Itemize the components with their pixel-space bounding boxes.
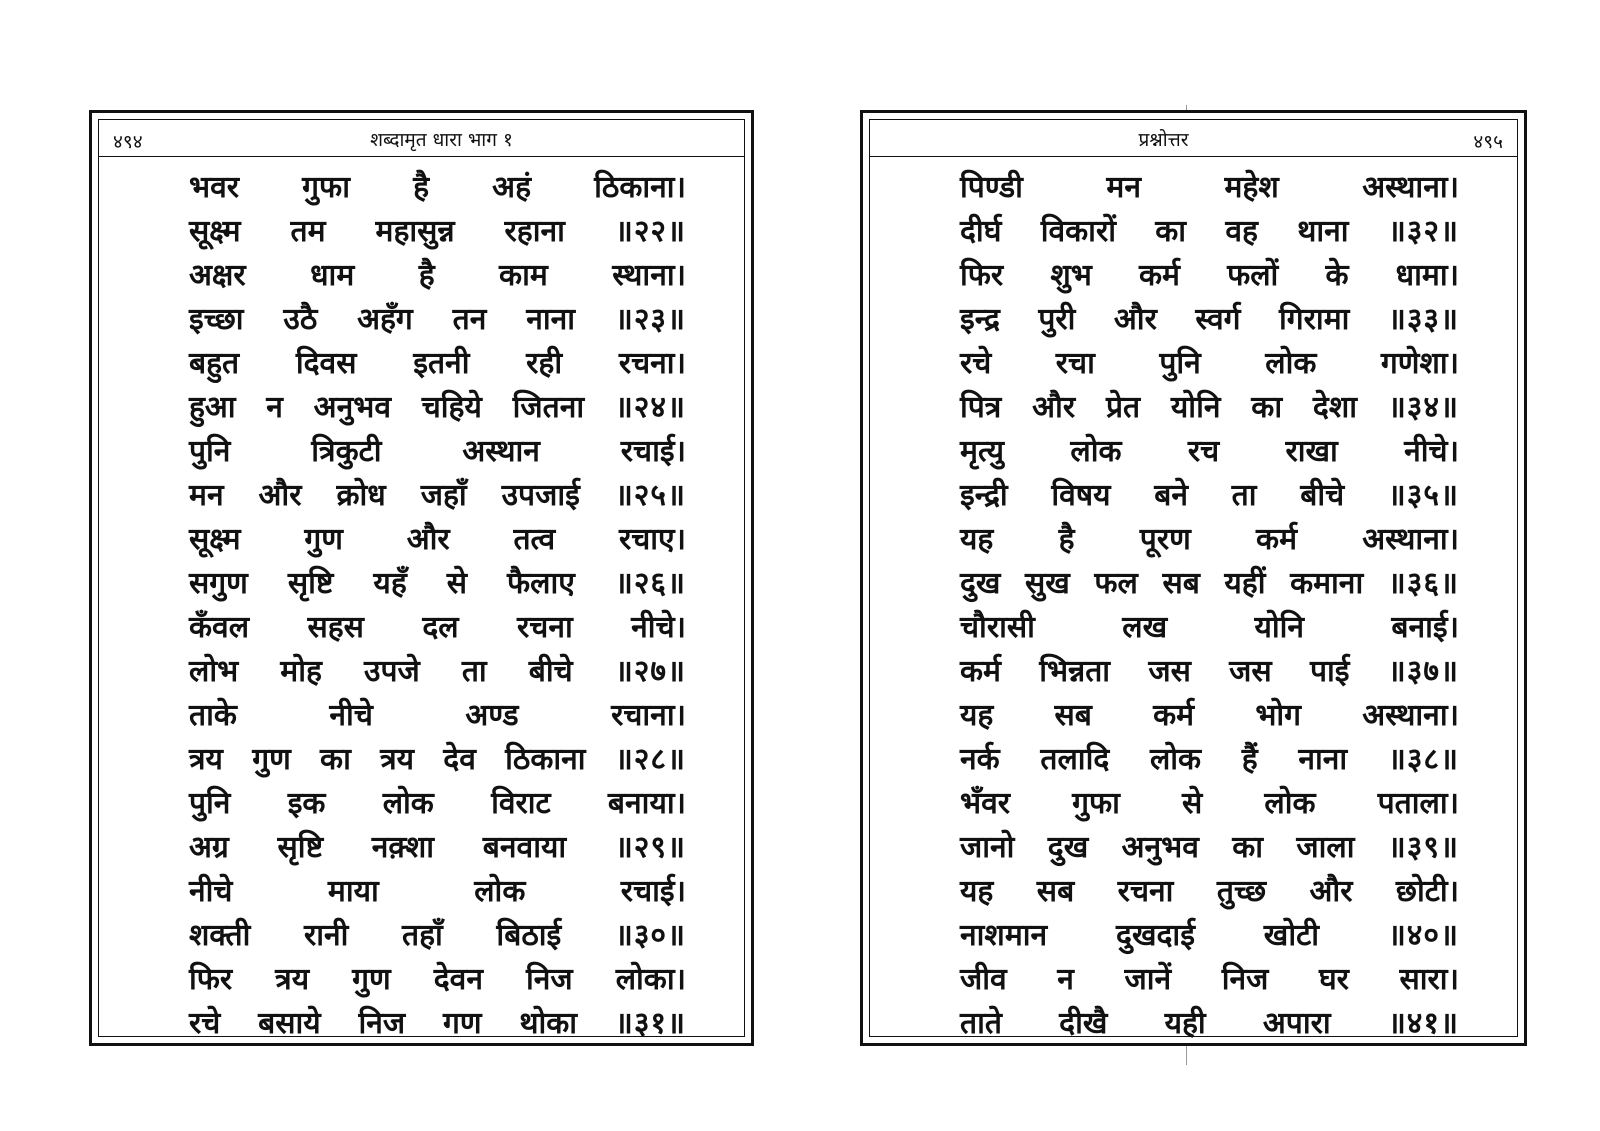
right-page	[860, 110, 1527, 1046]
verse-word: के	[1325, 258, 1349, 293]
verse-line	[960, 518, 1459, 562]
verse-word: गिरामा	[1279, 302, 1350, 337]
verse-word: क्रोध	[336, 478, 386, 513]
verse-word: लोक	[1149, 742, 1202, 777]
right-page-frame	[869, 119, 1518, 1041]
verse-word: तम	[290, 214, 326, 249]
verse-word: का	[1232, 830, 1264, 865]
verse-line	[189, 694, 686, 738]
verse-number: ॥२५॥	[614, 478, 686, 513]
verse-word: पित्र	[960, 390, 1002, 425]
verse-word: पुनि	[189, 434, 231, 469]
verse-word: त्रय	[380, 742, 415, 777]
verse-word: शुभ	[1050, 258, 1092, 293]
verse-word: नर्क	[960, 742, 1000, 777]
verse-word: वह	[1225, 214, 1258, 249]
verse-word: बने	[1154, 478, 1188, 513]
verse-word: ता	[1231, 478, 1257, 513]
verse-number: ॥३२॥	[1387, 214, 1459, 249]
verse-word: कर्म	[1138, 258, 1180, 293]
verse-word: त्रय	[275, 962, 310, 997]
verse-number: ॥३५॥	[1387, 478, 1459, 513]
verse-word: उपजाई	[501, 478, 580, 513]
verse-line	[189, 562, 686, 606]
verse-number: ॥३३॥	[1387, 302, 1459, 337]
verse-word: त्रिकुटी	[311, 434, 382, 469]
verse-word: रचना।	[618, 346, 686, 381]
verse-word: गणेशा।	[1380, 346, 1459, 381]
verse-number: ॥३९॥	[1387, 830, 1459, 865]
verse-word: अक्षर	[189, 258, 246, 293]
verse-word: ताके	[189, 698, 237, 733]
verse-word: और	[1032, 390, 1076, 425]
verse-word: दुख	[960, 566, 1001, 601]
verse-word: का	[1251, 390, 1283, 425]
verse-word: रहाना	[504, 214, 565, 249]
verse-word: निज	[358, 1006, 406, 1041]
verse-word: योनि	[1170, 390, 1221, 425]
verse-word: है	[1058, 522, 1075, 557]
verse-word: लोक	[1070, 434, 1122, 469]
verse-word: सब	[1054, 698, 1092, 733]
verse-line	[960, 958, 1459, 1002]
verse-word: महासुन्न	[375, 214, 455, 249]
verse-word: सुख	[1025, 566, 1070, 601]
verse-word: रचाना।	[611, 698, 686, 733]
verse-word: सृष्टि	[277, 830, 324, 865]
verse-word: तलादि	[1040, 742, 1110, 777]
verse-word: दुखदाई	[1116, 918, 1195, 953]
verse-word: यह	[960, 698, 994, 733]
verse-line	[960, 342, 1459, 386]
verse-word: हैं	[1241, 742, 1258, 777]
verse-word: दीखै	[1059, 1006, 1108, 1041]
verse-word: नाना	[526, 302, 576, 337]
verse-word: से	[1182, 786, 1203, 821]
verse-line	[189, 826, 686, 870]
verse-word: अस्थाना।	[1362, 698, 1459, 733]
verse-word: कर्म	[960, 654, 1001, 689]
verse-word: निज	[1221, 962, 1269, 997]
verse-line	[960, 694, 1459, 738]
verse-word: राखा	[1285, 434, 1338, 469]
verse-word: नाना	[1298, 742, 1348, 777]
verse-word: तन	[452, 302, 487, 337]
running-title: प्रश्नोत्तर	[1138, 129, 1189, 151]
verse-word: लख	[1122, 610, 1168, 645]
verse-word: गुफा	[1072, 786, 1120, 821]
verse-word: महेश	[1224, 170, 1279, 205]
verse-word: रचे	[960, 346, 992, 381]
verse-word: नक़्शा	[371, 830, 435, 865]
verse-word: लोका।	[615, 962, 686, 997]
verse-word: थाना	[1297, 214, 1349, 249]
verse-word: अग्र	[189, 830, 229, 865]
verse-word: रचना	[1117, 874, 1174, 909]
verse-line	[189, 474, 686, 518]
verse-word: जहाँ	[420, 478, 467, 513]
verse-word: तुच्छ	[1216, 874, 1267, 909]
verse-word: यह	[960, 874, 994, 909]
verse-word: देशा	[1312, 390, 1358, 425]
verse-word: जितना	[512, 390, 585, 425]
verse-word: जाला	[1296, 830, 1355, 865]
verse-line	[189, 518, 686, 562]
verse-word: सगुण	[189, 566, 248, 601]
verse-word: मन	[1106, 170, 1141, 205]
verse-number: ॥२८॥	[614, 742, 686, 777]
right-verses	[960, 166, 1459, 1046]
left-verses	[189, 166, 686, 1046]
verse-number: ॥२२॥	[614, 214, 686, 249]
verse-word: ठिकाना।	[594, 170, 686, 205]
verse-line	[189, 606, 686, 650]
verse-word: पुरी	[1038, 302, 1076, 337]
verse-word: पिण्डी	[960, 170, 1023, 205]
verse-word: गुण	[304, 522, 343, 557]
verse-word: विषय	[1051, 478, 1111, 513]
verse-line	[189, 386, 686, 430]
verse-word: रचा	[1055, 346, 1095, 381]
verse-word: पुनि	[189, 786, 231, 821]
verse-word: पूरण	[1139, 522, 1191, 557]
verse-word: लोक	[1265, 346, 1317, 381]
verse-word: भोग	[1255, 698, 1302, 733]
verse-word: अस्थाना।	[1362, 522, 1459, 557]
verse-word: और	[406, 522, 450, 557]
verse-word: फिर	[960, 258, 1004, 293]
verse-line	[960, 474, 1459, 518]
verse-word: नीचे	[189, 874, 233, 909]
verse-word: तहाँ	[402, 918, 443, 953]
verse-word: पुनि	[1159, 346, 1201, 381]
verse-line	[960, 826, 1459, 870]
verse-line	[189, 298, 686, 342]
verse-word: ता	[461, 654, 487, 689]
verse-word: ताते	[960, 1006, 1002, 1041]
verse-line	[189, 166, 686, 210]
verse-line	[960, 386, 1459, 430]
verse-word: देव	[443, 742, 476, 777]
verse-word: सब	[1162, 566, 1200, 601]
verse-line	[189, 430, 686, 474]
verse-word: दल	[422, 610, 459, 645]
verse-line	[189, 914, 686, 958]
verse-line	[189, 650, 686, 694]
verse-word: यही	[1164, 1006, 1206, 1041]
verse-word: बनाया।	[607, 786, 686, 821]
verse-word: धामा।	[1395, 258, 1459, 293]
verse-line	[189, 782, 686, 826]
verse-line	[960, 914, 1459, 958]
verse-word: जस	[1148, 654, 1191, 689]
verse-word: दुख	[1047, 830, 1089, 865]
verse-word: रचाई।	[620, 874, 686, 909]
verse-number: ॥३४॥	[1387, 390, 1459, 425]
verse-word: स्वर्ग	[1195, 302, 1241, 337]
verse-line	[960, 430, 1459, 474]
verse-number: ॥३१॥	[614, 1006, 686, 1041]
verse-line	[960, 606, 1459, 650]
verse-word: लोक	[382, 786, 434, 821]
verse-word: मन	[189, 478, 224, 513]
verse-word: फल	[1094, 566, 1138, 601]
verse-word: रही	[526, 346, 563, 381]
verse-line	[960, 562, 1459, 606]
verse-word: उठै	[283, 302, 318, 337]
verse-word: बसाये	[258, 1006, 321, 1041]
verse-word: यहीं	[1224, 566, 1266, 601]
verse-word: नाशमान	[960, 918, 1048, 953]
left-page	[89, 110, 754, 1046]
verse-word: दिवस	[295, 346, 357, 381]
verse-word: जानें	[1124, 962, 1172, 997]
verse-word: रचाई।	[620, 434, 686, 469]
verse-word: बीचे	[1300, 478, 1345, 513]
verse-word: देवन	[433, 962, 483, 997]
verse-word: घर	[1318, 962, 1349, 997]
verse-line	[189, 210, 686, 254]
verse-word: गुण	[252, 742, 291, 777]
verse-word: और	[1309, 874, 1353, 909]
verse-word: तत्व	[513, 522, 556, 557]
verse-word: अस्थाना।	[1362, 170, 1459, 205]
verse-word: का	[320, 742, 351, 777]
verse-word: से	[446, 566, 468, 601]
verse-word: शक्ती	[189, 918, 251, 953]
verse-word: थोका	[519, 1006, 578, 1041]
verse-line	[960, 650, 1459, 694]
verse-word: अपारा	[1262, 1006, 1331, 1041]
verse-word: सारा।	[1399, 962, 1459, 997]
verse-word: इन्द्री	[960, 478, 1008, 513]
verse-line	[960, 298, 1459, 342]
verse-word: स्थाना।	[612, 258, 686, 293]
verse-word: जीव	[960, 962, 1007, 997]
verse-word: दीर्घ	[960, 214, 1002, 249]
verse-word: है	[418, 258, 435, 293]
verse-word: निज	[526, 962, 573, 997]
verse-word: अनुभव	[313, 390, 391, 425]
verse-word: मृत्यु	[960, 434, 1005, 469]
verse-number: ॥३०॥	[614, 918, 686, 953]
verse-word: रचाए।	[618, 522, 686, 557]
verse-line	[189, 342, 686, 386]
verse-line	[960, 254, 1459, 298]
verse-word: भँवर	[960, 786, 1011, 821]
verse-word: का	[1155, 214, 1187, 249]
verse-line	[960, 738, 1459, 782]
verse-word: भवर	[189, 170, 240, 205]
verse-word: न	[1057, 962, 1074, 997]
verse-word: अण्ड	[465, 698, 519, 733]
verse-word: नीचे।	[1404, 434, 1459, 469]
verse-word: बनाई।	[1391, 610, 1459, 645]
verse-word: सूक्ष्म	[189, 522, 241, 557]
left-page-header	[99, 120, 744, 157]
verse-word: विकारों	[1040, 214, 1116, 249]
verse-word: कँवल	[189, 610, 250, 645]
verse-line	[960, 782, 1459, 826]
verse-number: ॥३८॥	[1387, 742, 1459, 777]
verse-word: इन्द्र	[960, 302, 1000, 337]
verse-word: यह	[960, 522, 994, 557]
verse-word: और	[258, 478, 302, 513]
verse-word: प्रेत	[1105, 390, 1141, 425]
verse-word: लोक	[474, 874, 526, 909]
verse-word: नीचे	[329, 698, 373, 733]
verse-line	[960, 1002, 1459, 1046]
verse-word: अहं	[492, 170, 532, 205]
verse-line	[960, 210, 1459, 254]
verse-number: ॥२३॥	[614, 302, 686, 337]
verse-word: यहँ	[373, 566, 407, 601]
verse-word: और	[1113, 302, 1157, 337]
verse-word: काम	[499, 258, 548, 293]
verse-word: सब	[1036, 874, 1075, 909]
verse-word: अनुभव	[1121, 830, 1199, 865]
verse-word: सहस	[307, 610, 364, 645]
page-number: ४९५	[1473, 131, 1503, 153]
verse-word: लोक	[1264, 786, 1316, 821]
verse-word: बीचे	[528, 654, 573, 689]
verse-number: ॥२७॥	[614, 654, 686, 689]
verse-line	[960, 870, 1459, 914]
verse-word: न	[266, 390, 283, 425]
verse-word: फिर	[189, 962, 233, 997]
verse-word: बहुत	[189, 346, 240, 381]
verse-word: फैलाए	[507, 566, 575, 601]
verse-word: चौरासी	[960, 610, 1035, 645]
verse-number: ॥३७॥	[1387, 654, 1459, 689]
verse-word: पताला।	[1377, 786, 1459, 821]
verse-word: पाई	[1309, 654, 1350, 689]
verse-number: ॥२४॥	[614, 390, 686, 425]
verse-word: इतनी	[413, 346, 470, 381]
verse-word: कमाना	[1290, 566, 1364, 601]
verse-word: कर्म	[1256, 522, 1298, 557]
verse-word: सूक्ष्म	[189, 214, 241, 249]
verse-word: लोभ	[189, 654, 239, 689]
verse-word: इच्छा	[189, 302, 244, 337]
verse-word: जस	[1229, 654, 1272, 689]
verse-word: हुआ	[189, 390, 236, 425]
verse-word: है	[413, 170, 430, 205]
verse-word: चहिये	[421, 390, 482, 425]
verse-number: ॥४१॥	[1387, 1006, 1459, 1041]
verse-word: मोह	[280, 654, 322, 689]
verse-word: बिठाई	[496, 918, 562, 953]
verse-word: छोटी।	[1395, 874, 1459, 909]
verse-word: भिन्नता	[1039, 654, 1111, 689]
verse-word: खोटी	[1263, 918, 1319, 953]
verse-number: ॥४०॥	[1387, 918, 1459, 953]
verse-word: गुफा	[302, 170, 350, 205]
verse-word: त्रय	[189, 742, 223, 777]
page-number: ४९४	[113, 131, 143, 153]
verse-number: ॥२६॥	[614, 566, 686, 601]
verse-word: धाम	[310, 258, 355, 293]
verse-word: माया	[327, 874, 379, 909]
verse-word: बनवाया	[482, 830, 567, 865]
verse-word: विराट	[491, 786, 551, 821]
verse-line	[189, 738, 686, 782]
verse-word: अहँग	[357, 302, 413, 337]
verse-word: ठिकाना	[505, 742, 586, 777]
verse-line	[189, 870, 686, 914]
running-title: शब्दामृत धारा भाग १	[370, 129, 513, 151]
verse-line	[189, 958, 686, 1002]
left-page-frame	[98, 119, 745, 1041]
verse-word: फलों	[1227, 258, 1279, 293]
right-page-header	[870, 120, 1517, 157]
verse-word: रानी	[303, 918, 349, 953]
verse-word: जानो	[960, 830, 1015, 865]
verse-word: अस्थान	[462, 434, 540, 469]
verse-word: इक	[287, 786, 326, 821]
verse-word: योनि	[1254, 610, 1305, 645]
verse-word: रच	[1187, 434, 1220, 469]
verse-line	[960, 166, 1459, 210]
verse-word: रचना	[517, 610, 573, 645]
verse-word: कर्म	[1153, 698, 1195, 733]
verse-word: गुण	[352, 962, 391, 997]
verse-word: रचे	[189, 1006, 221, 1041]
verse-word: नीचे।	[631, 610, 686, 645]
verse-word: उपजे	[364, 654, 420, 689]
verse-number: ॥२९॥	[614, 830, 686, 865]
verse-word: सृष्टि	[287, 566, 334, 601]
verse-line	[189, 1002, 686, 1046]
verse-word: गण	[442, 1006, 482, 1041]
verse-number: ॥३६॥	[1387, 566, 1459, 601]
verse-line	[189, 254, 686, 298]
